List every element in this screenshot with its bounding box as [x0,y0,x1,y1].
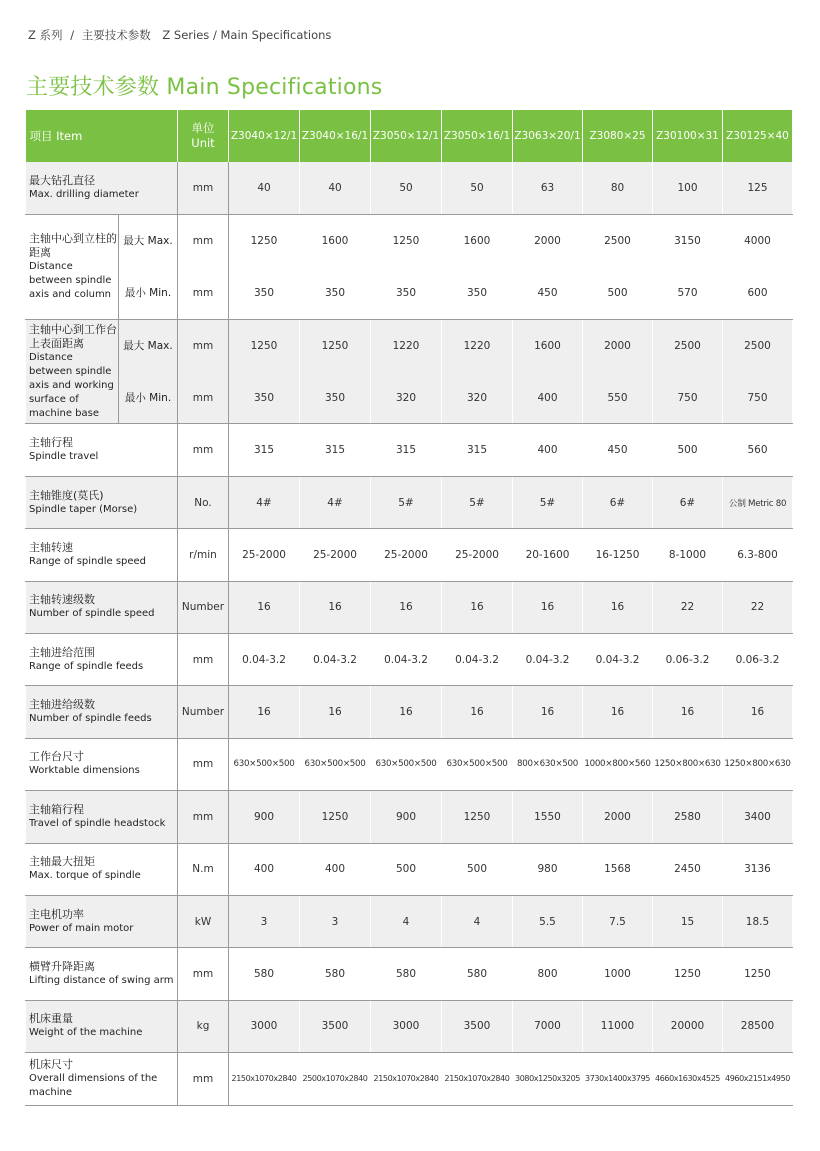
table-row [26,843,793,895]
table-cell: 5# [371,476,442,528]
row-label-en: Max. torque of spindle [29,870,141,882]
row-label [26,791,178,843]
table-cell: 580 [229,948,300,1000]
table-cell: 350 [300,267,371,319]
table-cell: 16 [300,686,371,738]
table-cell: 500 [371,843,442,895]
row-label [26,319,119,424]
table-cell: 16 [583,686,653,738]
table-cell: 2450 [653,843,723,895]
row-label [26,634,178,686]
table-cell: 6# [653,476,723,528]
table-cell: 2150x1070x2840 [442,1053,513,1105]
row-label-cn: 主轴最大扭矩 [29,855,95,869]
table-cell: 1250×800×630 [723,738,793,790]
header-model: Z30100×31 [653,110,723,162]
row-unit: mm [178,1053,229,1105]
table-cell: 11000 [583,1000,653,1052]
table-cell: 450 [583,424,653,476]
table-cell: 3136 [723,843,793,895]
table-cell: 1220 [371,319,442,371]
row-label-en: Lifting distance of swing arm [29,975,174,987]
table-cell: 8-1000 [653,529,723,581]
table-cell: 18.5 [723,895,793,947]
table-cell: 1568 [583,843,653,895]
table-cell: 3730x1400x3795 [583,1053,653,1105]
table-cell: 3000 [371,1000,442,1052]
header-unit: 单位 Unit [178,110,229,162]
table-cell: 16 [513,581,583,633]
row-unit: mm [178,267,229,319]
table-row [26,214,793,266]
row-label [26,895,178,947]
table-cell: 7000 [513,1000,583,1052]
specifications-table [25,110,793,1106]
row-label [26,424,178,476]
table-cell: 16 [300,581,371,633]
table-cell: 580 [300,948,371,1000]
breadcrumb-english: Z Series / Main Specifications [162,28,332,42]
table-cell: 16 [229,686,300,738]
table-cell: 400 [513,424,583,476]
table-cell: 20-1600 [513,529,583,581]
table-cell: 350 [229,372,300,424]
table-cell: 500 [653,424,723,476]
table-cell: 50 [442,162,513,214]
table-cell: 560 [723,424,793,476]
row-unit: kW [178,895,229,947]
breadcrumb-series: Z 系列 [28,28,63,42]
table-cell: 3500 [442,1000,513,1052]
row-label-en: Max. drilling diameter [29,188,139,200]
table-cell: 350 [300,372,371,424]
row-label-cn: 最大钻孔直径 [29,173,95,187]
row-unit: Number [178,686,229,738]
row-label-cn: 主电机功率 [29,907,84,921]
table-cell: 800 [513,948,583,1000]
table-cell: 1250 [653,948,723,1000]
row-unit: mm [178,791,229,843]
table-cell: 16 [229,581,300,633]
table-cell: 315 [300,424,371,476]
table-cell: 16 [371,686,442,738]
table-cell: 315 [229,424,300,476]
table-cell: 1250 [229,214,300,266]
row-unit: mm [178,738,229,790]
row-sub-label: 最小 Min. [119,267,178,319]
row-unit: mm [178,634,229,686]
row-label-cn: 主轴箱行程 [29,802,84,816]
table-cell: 500 [442,843,513,895]
table-row [26,634,793,686]
table-cell: 630×500×500 [442,738,513,790]
table-cell: 7.5 [583,895,653,947]
table-cell: 1250 [442,791,513,843]
table-cell: 25-2000 [442,529,513,581]
row-sub-label: 最大 Max. [119,319,178,371]
table-cell: 50 [371,162,442,214]
table-cell: 0.06-3.2 [723,634,793,686]
table-cell: 15 [653,895,723,947]
table-cell: 16 [723,686,793,738]
table-cell: 6.3-800 [723,529,793,581]
row-label-en: Spindle taper (Morse) [29,503,138,515]
table-cell: 0.04-3.2 [300,634,371,686]
table-cell: 3400 [723,791,793,843]
table-cell: 40 [229,162,300,214]
table-row [26,162,793,214]
table-cell: 500 [583,267,653,319]
table-cell: 900 [371,791,442,843]
header-model: Z30125×40 [723,110,793,162]
row-label [26,1000,178,1052]
table-cell: 22 [723,581,793,633]
row-label-cn: 机床重量 [29,1012,73,1026]
table-cell: 4 [442,895,513,947]
row-unit: mm [178,372,229,424]
table-cell: 5# [442,476,513,528]
table-cell: 1250 [371,214,442,266]
row-label-cn: 主轴转速 [29,540,73,554]
row-label-cn: 机床尺寸 [29,1057,73,1071]
table-cell: 2500 [653,319,723,371]
table-cell: 80 [583,162,653,214]
row-label-cn: 横臂升降距离 [29,960,95,974]
table-cell: 320 [371,372,442,424]
table-header-row [26,110,793,162]
breadcrumb-separator: / [70,28,75,42]
row-unit: N.m [178,843,229,895]
table-row [26,581,793,633]
table-cell: 800×630×500 [513,738,583,790]
row-unit: mm [178,214,229,266]
table-cell: 3 [300,895,371,947]
table-cell: 25-2000 [229,529,300,581]
row-label-en: Distance between spindle axis and column [29,260,112,300]
table-cell: 2500 [583,214,653,266]
table-cell: 2500 [723,319,793,371]
row-label-cn: 主轴进给范围 [29,645,95,659]
table-cell: 1000 [583,948,653,1000]
row-label-en: Overall dimensions of the machine [29,1072,158,1098]
table-cell: 600 [723,267,793,319]
table-cell: 750 [653,372,723,424]
table-cell: 1550 [513,791,583,843]
table-cell: 450 [513,267,583,319]
row-label-en: Worktable dimensions [29,765,140,777]
row-label-en: Spindle travel [29,451,99,463]
header-model: Z3063×20/1 [513,110,583,162]
table-cell: 4000 [723,214,793,266]
row-label [26,948,178,1000]
table-cell: 5.5 [513,895,583,947]
table-cell: 0.04-3.2 [371,634,442,686]
table-cell: 1250 [300,319,371,371]
table-cell: 6# [583,476,653,528]
table-cell: 4960x2151x4950 [723,1053,793,1105]
row-label [26,214,119,319]
table-cell: 4# [300,476,371,528]
table-row [26,476,793,528]
row-unit: Number [178,581,229,633]
row-label [26,738,178,790]
header-model: Z3050×16/1 [442,110,513,162]
table-cell: 63 [513,162,583,214]
table-cell: 350 [442,267,513,319]
header-model: Z3080×25 [583,110,653,162]
table-cell: 570 [653,267,723,319]
header-model: Z3050×12/1 [371,110,442,162]
table-row [26,1053,793,1105]
row-label [26,581,178,633]
table-cell: 2580 [653,791,723,843]
table-cell: 1000×800×560 [583,738,653,790]
row-label-en: Weight of the machine [29,1027,143,1039]
table-cell: 1250 [300,791,371,843]
table-cell: 630×500×500 [371,738,442,790]
table-cell: 315 [371,424,442,476]
table-cell: 3 [229,895,300,947]
row-label-cn: 主轴中心到工作台上表面距离 [29,322,117,350]
row-label [26,686,178,738]
row-unit: mm [178,948,229,1000]
row-unit: mm [178,162,229,214]
table-cell: 0.04-3.2 [583,634,653,686]
row-label-en: Number of spindle speed [29,608,155,620]
table-cell: 4 [371,895,442,947]
table-cell: 3150 [653,214,723,266]
table-row [26,424,793,476]
row-label [26,476,178,528]
table-cell: 0.04-3.2 [442,634,513,686]
row-label-cn: 主轴进给级数 [29,698,95,712]
table-cell: 1250×800×630 [653,738,723,790]
row-label-en: Number of spindle feeds [29,713,152,725]
table-row [26,529,793,581]
table-cell: 1220 [442,319,513,371]
table-cell: 40 [300,162,371,214]
table-cell: 16 [442,686,513,738]
table-row [26,319,793,371]
row-unit: kg [178,1000,229,1052]
table-cell: 4660x1630x4525 [653,1053,723,1105]
table-cell: 2150x1070x2840 [371,1053,442,1105]
table-cell: 2000 [583,319,653,371]
row-label-cn: 主轴行程 [29,436,73,450]
table-cell: 16 [653,686,723,738]
table-cell: 1250 [723,948,793,1000]
table-cell: 580 [442,948,513,1000]
table-cell: 100 [653,162,723,214]
table-cell: 2000 [583,791,653,843]
row-unit: mm [178,424,229,476]
table-cell: 2500x1070x2840 [300,1053,371,1105]
table-cell: 350 [371,267,442,319]
table-cell: 22 [653,581,723,633]
row-unit: r/min [178,529,229,581]
table-cell: 630×500×500 [229,738,300,790]
table-cell: 公制 Metric 80 [723,476,793,528]
header-item: 项目 Item [26,110,178,162]
table-cell: 0.04-3.2 [513,634,583,686]
table-cell: 25-2000 [371,529,442,581]
table-cell: 2150x1070x2840 [229,1053,300,1105]
table-cell: 1600 [513,319,583,371]
row-label-en: Power of main motor [29,922,134,934]
table-cell: 400 [300,843,371,895]
table-cell: 125 [723,162,793,214]
table-cell: 4# [229,476,300,528]
header-model: Z3040×16/1 [300,110,371,162]
table-row [26,738,793,790]
table-row [26,686,793,738]
table-cell: 20000 [653,1000,723,1052]
table-cell: 16 [583,581,653,633]
table-cell: 400 [229,843,300,895]
table-cell: 3080x1250x3205 [513,1053,583,1105]
table-cell: 630×500×500 [300,738,371,790]
row-sub-label: 最小 Min. [119,372,178,424]
row-label-cn: 主轴中心到立柱的距离 [29,231,117,259]
table-cell: 320 [442,372,513,424]
table-row [26,372,793,424]
table-cell: 400 [513,372,583,424]
table-row [26,895,793,947]
row-label-cn: 工作台尺寸 [29,750,84,764]
table-cell: 3000 [229,1000,300,1052]
row-label-en: Range of spindle speed [29,555,147,567]
table-cell: 0.06-3.2 [653,634,723,686]
row-label-cn: 主轴转速级数 [29,593,95,607]
table-cell: 1600 [300,214,371,266]
row-label [26,843,178,895]
table-row [26,948,793,1000]
table-row [26,1000,793,1052]
table-cell: 900 [229,791,300,843]
table-cell: 5# [513,476,583,528]
row-unit: No. [178,476,229,528]
table-cell: 28500 [723,1000,793,1052]
row-unit: mm [178,319,229,371]
table-cell: 980 [513,843,583,895]
table-row [26,267,793,319]
table-cell: 2000 [513,214,583,266]
row-label-cn: 主轴锥度(莫氏) [29,488,104,502]
row-label-en: Distance between spindle axis and working surface of machine base [29,351,114,419]
row-label-en: Range of spindle feeds [29,660,144,672]
table-cell: 16 [371,581,442,633]
row-label [26,162,178,214]
row-label [26,1053,178,1105]
table-cell: 1600 [442,214,513,266]
table-cell: 16 [513,686,583,738]
table-cell: 750 [723,372,793,424]
table-cell: 315 [442,424,513,476]
table-cell: 550 [583,372,653,424]
breadcrumb [28,27,331,43]
table-cell: 580 [371,948,442,1000]
table-cell: 25-2000 [300,529,371,581]
row-label [26,529,178,581]
table-cell: 3500 [300,1000,371,1052]
table-cell: 16-1250 [583,529,653,581]
table-cell: 0.04-3.2 [229,634,300,686]
row-label-en: Travel of spindle headstock [29,817,166,829]
row-sub-label: 最大 Max. [119,214,178,266]
breadcrumb-section: 主要技术参数 [81,28,151,42]
table-cell: 1250 [229,319,300,371]
table-cell: 350 [229,267,300,319]
table-cell: 16 [442,581,513,633]
table-row [26,791,793,843]
page-title: 主要技术参数 Main Specifications [26,75,383,100]
header-model: Z3040×12/1 [229,110,300,162]
